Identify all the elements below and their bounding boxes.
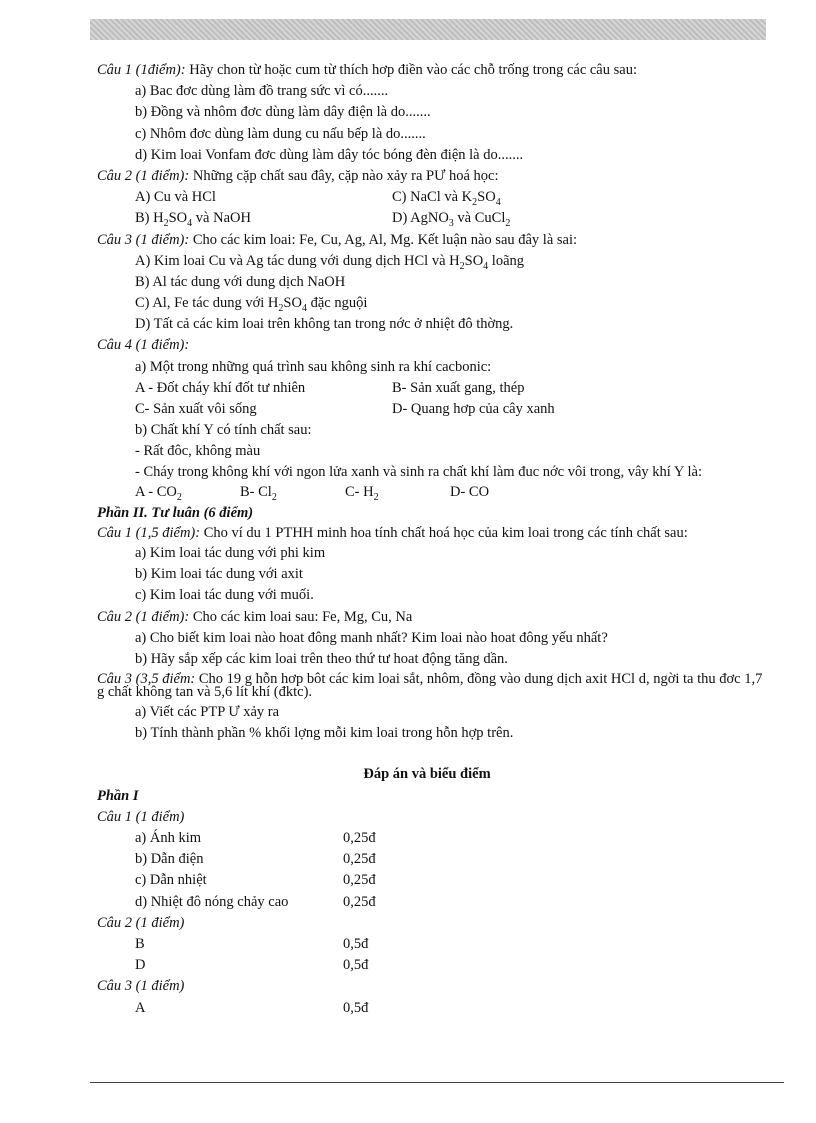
- option-a: A) Kim loai Cu và Ag tác dung với dung dịch HCl và $H_2SO_4$ loãng: [135, 252, 525, 272]
- option-row: [97, 378, 767, 399]
- option-row: [97, 399, 767, 420]
- header-bar: [90, 19, 766, 40]
- answer-row: A 0,5đ: [135, 999, 369, 1016]
- list-item: d) Kim loai Vonfam đơc dùng làm dây tóc bóng đèn điện là do.......: [135, 146, 524, 163]
- footer-rule: [90, 1082, 784, 1083]
- document-body: [97, 60, 767, 1019]
- option-b: B- Sản xuất gang, thép: [392, 379, 525, 396]
- option-d: D- Quang hơp của cây xanh: [392, 401, 555, 417]
- option-c: C) NaCl và $K_2SO_4$: [392, 189, 501, 209]
- option-d: D) Tất cả các kim loai trên không tan trong nớc ở nhiệt đô thờng.: [135, 316, 514, 333]
- list-item: b) Đồng và nhôm đơc dùng làm dây điện là do.......: [135, 104, 431, 121]
- question-label: Câu 3 (1 điểm):: [97, 231, 190, 248]
- answer-a: A - $CO_2$: [135, 483, 182, 503]
- question-text: Hãy chon từ hoặc cum từ thích hơp điền vào các chỗ trống trong các câu sau:: [189, 62, 637, 78]
- part2-question-1: [97, 524, 767, 543]
- question-2: [97, 166, 767, 187]
- list-item: a) Kim loai tác dung với phi kim: [135, 544, 326, 561]
- answer-q1-label: Câu 1 (1 điểm): [97, 808, 185, 825]
- list-item: a) Cho biết kim loai nào hoat đông manh nhất? Kim loai nào hoat đông yếu nhất?: [135, 629, 608, 646]
- list-item: b) Hãy sắp xếp các kim loai trên theo thứ tư hoat động tăng dần.: [135, 650, 508, 667]
- answers-title: Đáp án và biểu điểm: [363, 766, 491, 783]
- question-text: Những cặp chất sau đây, cặp nào xảy ra PƯ hoá học:: [192, 167, 499, 184]
- question-text: Cho các kim loai: Fe, Cu, Ag, Al, Mg. Kết luận nào sau đây là sai:: [192, 231, 578, 248]
- question-label: Câu 4 (1 điểm):: [97, 337, 190, 354]
- answer-q2-label: Câu 2 (1 điểm): [97, 914, 185, 931]
- part2-question-3: [97, 670, 767, 702]
- question-label: Câu 2 (1 điểm):: [97, 167, 190, 184]
- list-item: b) Tính thành phần % khối lợng mỗi kim loai trong hỗn hợp trên.: [135, 725, 514, 742]
- sub-question-a: a) Một trong những quá trình sau không sinh ra khí cacbonic:: [135, 358, 492, 375]
- option-b: B) Al tác dung với dung dịch NaOH: [135, 273, 346, 290]
- question-text: Cho các kim loai sau: Fe, Mg, Cu, Na: [192, 608, 413, 625]
- option-a: A) Cu và HCl: [135, 189, 216, 206]
- answer-q3-label: Câu 3 (1 điểm): [97, 978, 185, 995]
- option-row: [97, 187, 767, 208]
- option-c: C- Sản xuất vôi sống: [135, 401, 257, 417]
- question-4: [97, 335, 767, 356]
- property-1: - Rất đôc, không màu: [135, 443, 261, 460]
- question-text: Cho 19 g hỗn hơp bôt các kim loai sắt, nhôm, đồng vào dung dịch axit HCl d, ngời ta thu đơc 1,7 g chất không tan và 5,6 lít khí (đktc).: [97, 671, 763, 701]
- question-3: [97, 230, 767, 251]
- option-d: D) AgNO$_3$ và CuCl$_2$: [392, 210, 511, 230]
- answer-options: [97, 482, 767, 503]
- option-row: [97, 208, 767, 229]
- answer-row: b) Dẫn điện 0,25đ: [135, 851, 376, 868]
- answers-part-label: Phần I: [97, 787, 139, 804]
- answer-row: d) Nhiệt đô nóng chảy cao 0,25đ: [135, 893, 376, 910]
- list-item: a) Viết các PTP Ư xảy ra: [135, 704, 280, 721]
- list-item: c) Kim loai tác dung với muối.: [135, 587, 314, 604]
- question-label: Câu 1 (1,5 điểm):: [97, 524, 201, 541]
- answer-d: D- CO: [450, 483, 490, 500]
- part-2-title: Phần II. Tư luân (6 điểm): [97, 504, 254, 521]
- option-c: C) Al, Fe tác dung với $H_2SO_4$ đặc nguội: [135, 295, 368, 314]
- question-label: Câu 3 (3,5 điểm:: [97, 671, 196, 688]
- answer-row: a) Ánh kim 0,25đ: [135, 830, 376, 846]
- property-2: - Cháy trong không khí với ngon lửa xanh và sinh ra chất khí làm đuc nớc vôi trong, vây khí Y là:: [135, 463, 702, 480]
- part2-question-2: [97, 607, 767, 628]
- question-label: Câu 1 (1điểm):: [97, 62, 186, 78]
- option-a: A - Đốt cháy khí đốt tư nhiên: [135, 379, 306, 396]
- question-1: [97, 60, 767, 81]
- answer-row: D 0,5đ: [135, 957, 369, 974]
- answer-c: C- $H_2$: [345, 483, 379, 503]
- answer-row: B 0,5đ: [135, 935, 369, 952]
- question-text: Cho ví du 1 PTHH minh hoa tính chất hoá học của kim loai trong các tính chất sau:: [203, 524, 688, 541]
- list-item: b) Kim loai tác dung với axit: [135, 566, 303, 583]
- option-b: B) $H_2SO_4$ và NaOH: [135, 210, 251, 230]
- answer-b: B- $Cl_2$: [240, 483, 277, 503]
- list-item: c) Nhôm đơc dùng làm dung cu nấu bếp là do.......: [135, 125, 426, 142]
- sub-question-b: b) Chất khí Y có tính chất sau:: [135, 422, 312, 439]
- question-label: Câu 2 (1 điểm):: [97, 608, 190, 625]
- answer-row: c) Dẫn nhiệt 0,25đ: [135, 872, 376, 889]
- list-item: a) Bac đơc dùng làm đồ trang sức vì có.......: [135, 83, 389, 100]
